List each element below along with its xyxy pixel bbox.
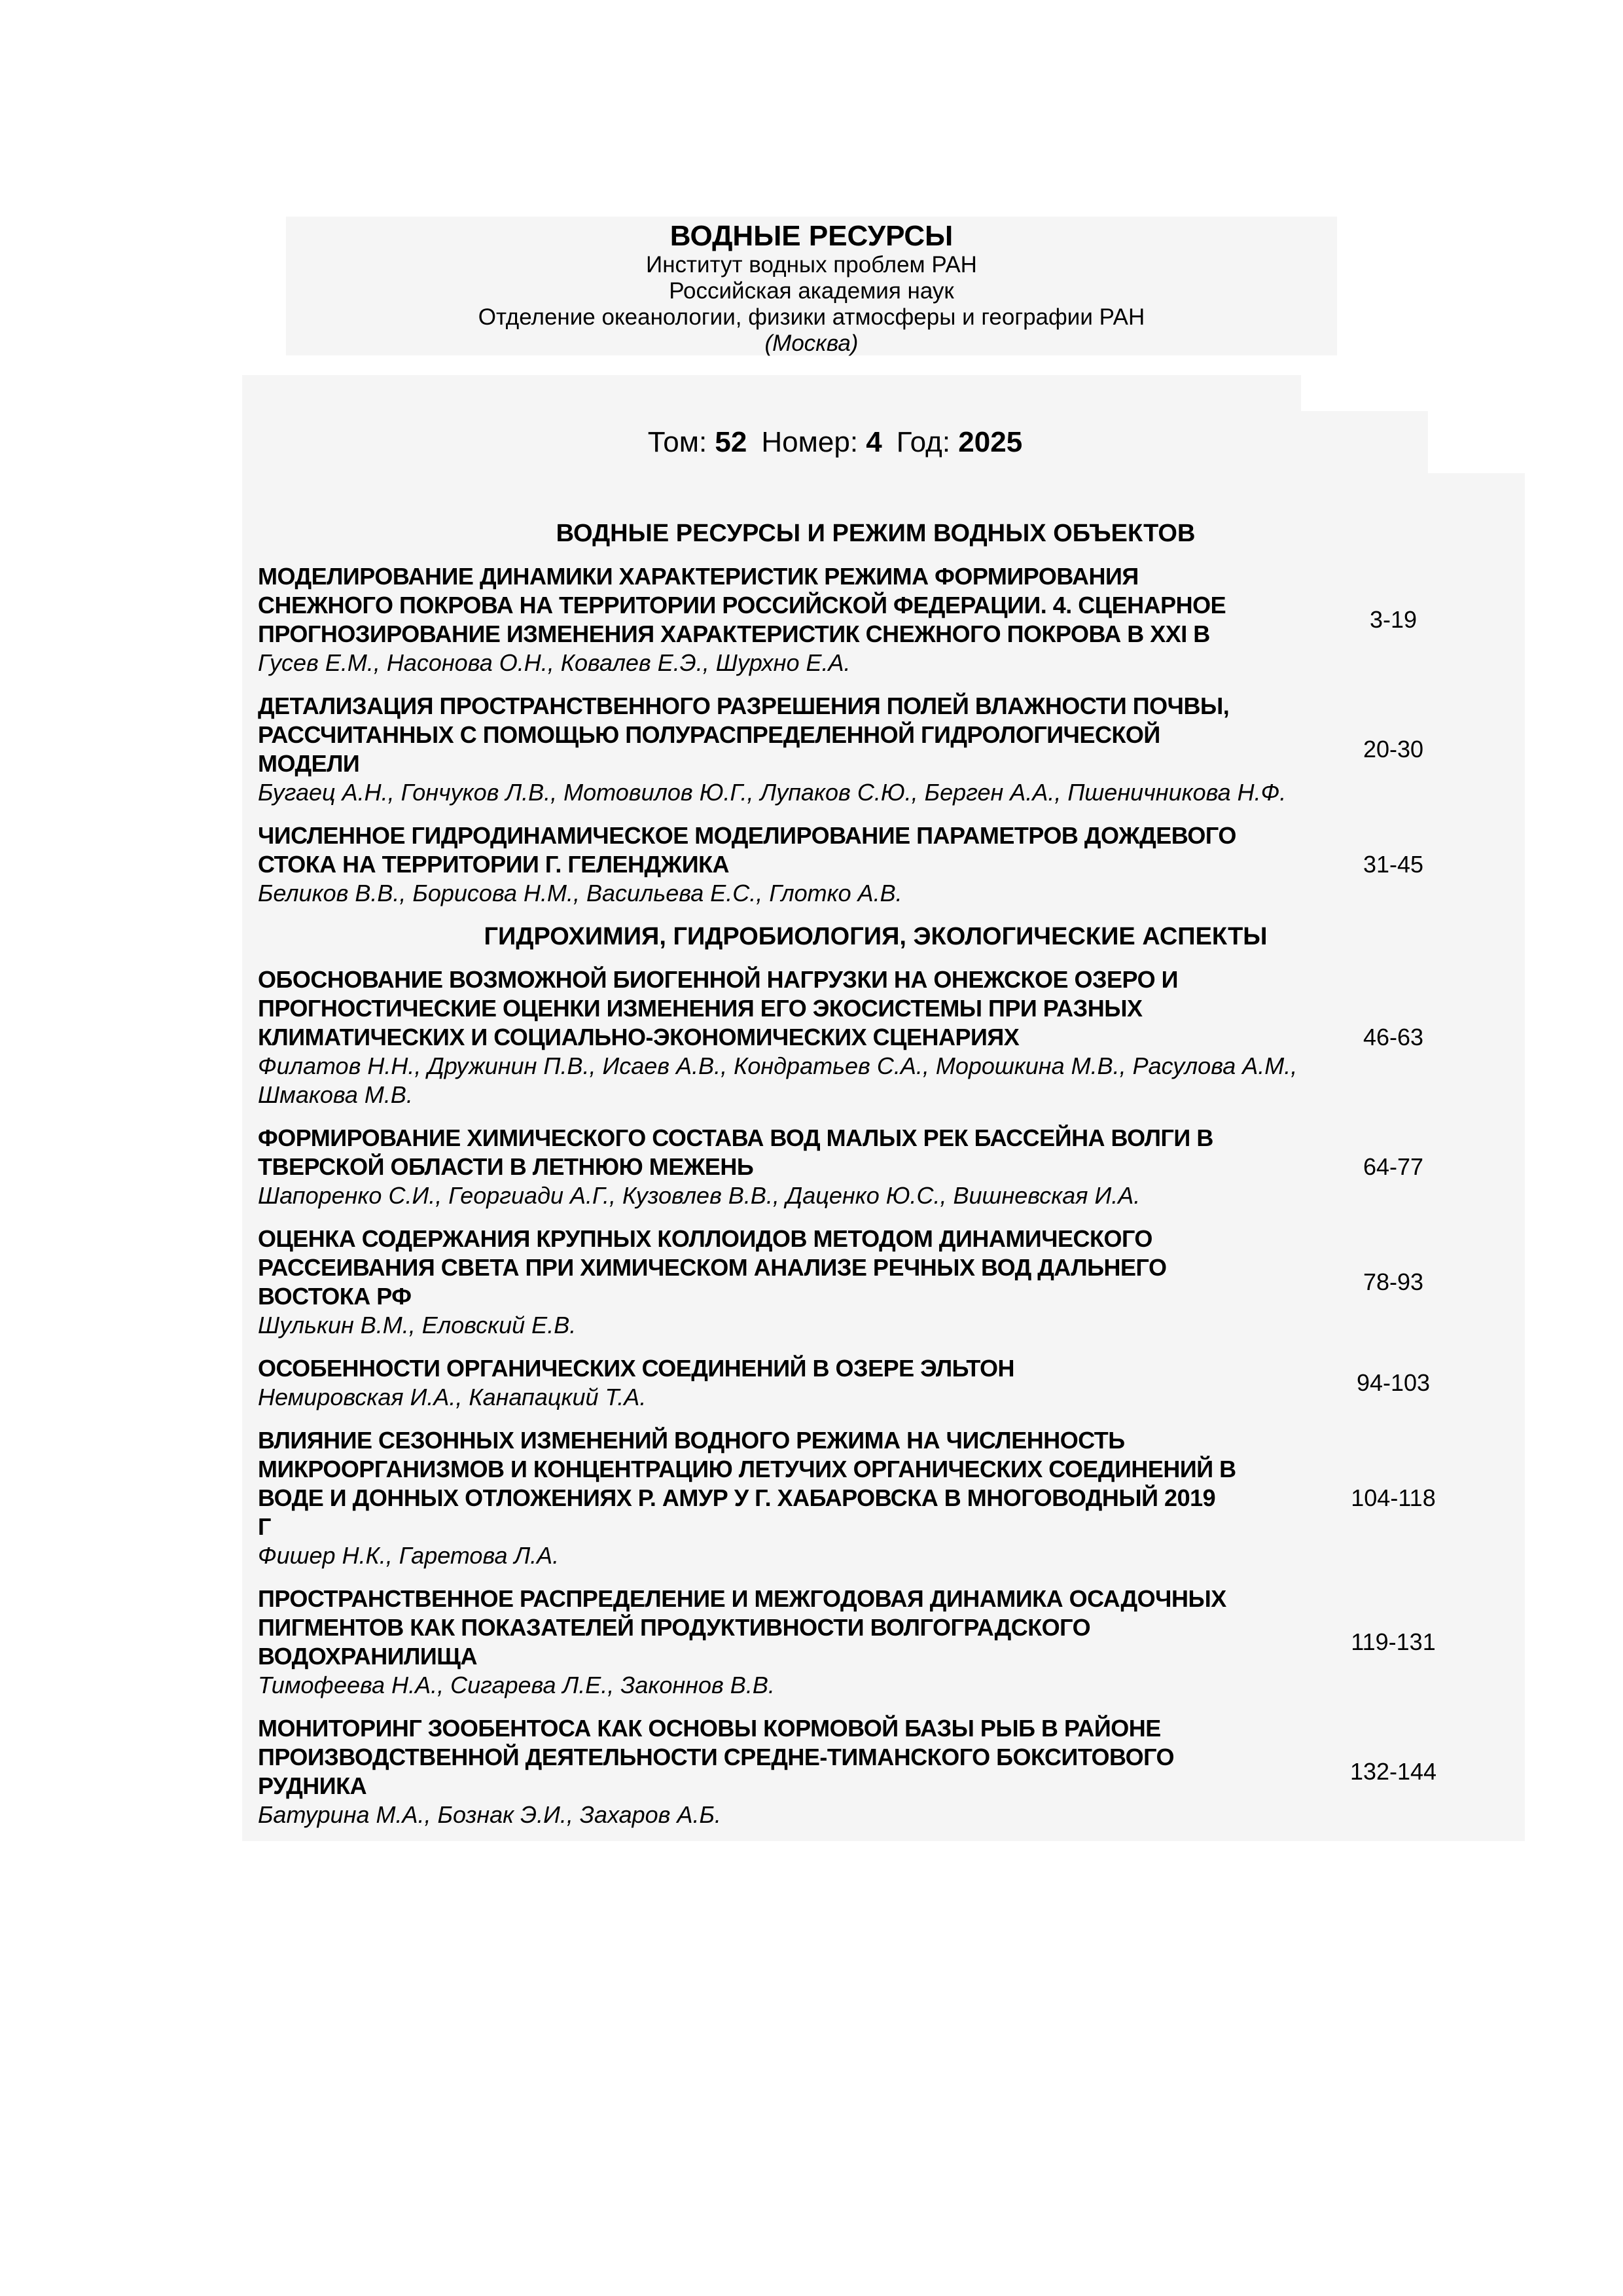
article-title-line: ОЦЕНКА СОДЕРЖАНИЯ КРУПНЫХ КОЛЛОИДОВ МЕТОДОМ ДИНАМИЧЕСКОГО bbox=[258, 1225, 1152, 1252]
article-authors bbox=[258, 778, 1331, 807]
article-authors-line: Шапоренко С.И., Георгиади А.Г., Кузовлев В.В., Даценко Ю.С., Вишневская И.А. bbox=[258, 1182, 1141, 1209]
article-title bbox=[258, 1354, 1331, 1383]
article-authors bbox=[258, 1181, 1331, 1210]
article-title-line: МИКРООРГАНИЗМОВ И КОНЦЕНТРАЦИЮ ЛЕТУЧИХ ОРГАНИЧЕСКИХ СОЕДИНЕНИЙ В bbox=[258, 1456, 1236, 1482]
article-entry bbox=[258, 1426, 1525, 1570]
article-info bbox=[258, 1354, 1331, 1412]
article-title bbox=[258, 821, 1331, 879]
table-of-contents bbox=[242, 473, 1525, 1841]
article-authors-line: Немировская И.А., Канапацкий Т.А. bbox=[258, 1384, 647, 1410]
article-page-range: 78-93 bbox=[1363, 1268, 1424, 1295]
article-info bbox=[258, 562, 1331, 677]
article-title-line: РУДНИКА bbox=[258, 1772, 367, 1799]
article-authors bbox=[258, 1671, 1331, 1700]
journal-academy: Российская академия наук bbox=[669, 278, 954, 304]
issue-year bbox=[897, 426, 1022, 459]
article-page-range: 3-19 bbox=[1369, 606, 1418, 633]
article-page-range: 132-144 bbox=[1349, 1758, 1437, 1785]
article-authors-line: Шмакова М.В. bbox=[258, 1081, 413, 1108]
article-title-line: МОДЕЛИРОВАНИЕ ДИНАМИКИ ХАРАКТЕРИСТИК РЕЖИМА ФОРМИРОВАНИЯ bbox=[258, 563, 1139, 590]
section-heading: ВОДНЫЕ РЕСУРСЫ И РЕЖИМ ВОДНЫХ ОБЪЕКТОВ bbox=[556, 520, 1196, 547]
article-entry bbox=[258, 1585, 1525, 1700]
year-label: Год: bbox=[896, 425, 951, 458]
article-title-line: ПРОГНОСТИЧЕСКИЕ ОЦЕНКИ ИЗМЕНЕНИЯ ЕГО ЭКОСИСТЕМЫ ПРИ РАЗНЫХ bbox=[258, 995, 1143, 1022]
article-title-line: МОНИТОРИНГ ЗООБЕНТОСА КАК ОСНОВЫ КОРМОВОЙ БАЗЫ РЫБ В РАЙОНЕ bbox=[258, 1715, 1161, 1742]
stepped-band bbox=[242, 375, 1301, 411]
article-title-line: ПРОИЗВОДСТВЕННОЙ ДЕЯТЕЛЬНОСТИ СРЕДНЕ-ТИМАНСКОГО БОКСИТОВОГО bbox=[258, 1744, 1175, 1770]
article-title-line: МОДЕЛИ bbox=[258, 750, 360, 777]
journal-title: ВОДНЫЕ РЕСУРСЫ bbox=[669, 220, 954, 252]
article-authors-line: Тимофеева Н.А., Сигарева Л.Е., Законнов В.В. bbox=[258, 1672, 775, 1698]
article-entry bbox=[258, 965, 1525, 1109]
article-authors bbox=[258, 879, 1331, 908]
article-title-line: СТОКА НА ТЕРРИТОРИИ Г. ГЕЛЕНДЖИКА bbox=[258, 851, 730, 878]
article-entry bbox=[258, 1714, 1525, 1829]
article-authors bbox=[258, 1541, 1331, 1570]
article-info bbox=[258, 692, 1331, 807]
journal-masthead bbox=[286, 217, 1337, 355]
article-page-range: 64-77 bbox=[1363, 1153, 1424, 1180]
article-entry bbox=[258, 562, 1525, 677]
article-info bbox=[258, 1585, 1331, 1700]
article-title bbox=[258, 1225, 1331, 1311]
article-title-line: ФОРМИРОВАНИЕ ХИМИЧЕСКОГО СОСТАВА ВОД МАЛЫХ РЕК БАССЕЙНА ВОЛГИ В bbox=[258, 1124, 1213, 1151]
article-authors bbox=[258, 1383, 1331, 1412]
article-authors bbox=[258, 1801, 1331, 1829]
section-heading: ГИДРОХИМИЯ, ГИДРОБИОЛОГИЯ, ЭКОЛОГИЧЕСКИЕ АСПЕКТЫ bbox=[484, 923, 1268, 950]
article-authors-line: Бугаец А.Н., Гончуков Л.В., Мотовилов Ю.Г., Лупаков С.Ю., Берген А.А., Пшеничникова Н.Ф. bbox=[258, 779, 1287, 806]
article-page-range: 119-131 bbox=[1351, 1628, 1436, 1655]
article-page-range: 46-63 bbox=[1363, 1024, 1424, 1050]
article-title-line: ЧИСЛЕННОЕ ГИДРОДИНАМИЧЕСКОЕ МОДЕЛИРОВАНИЕ ПАРАМЕТРОВ ДОЖДЕВОГО bbox=[258, 822, 1236, 849]
issue-number bbox=[761, 426, 882, 459]
article-title-line: ВЛИЯНИЕ СЕЗОННЫХ ИЗМЕНЕНИЙ ВОДНОГО РЕЖИМА НА ЧИСЛЕННОСТЬ bbox=[258, 1427, 1125, 1454]
volume-value: 52 bbox=[715, 425, 747, 458]
article-info bbox=[258, 1124, 1331, 1210]
article-authors-line: Шулькин В.М., Еловский Е.В. bbox=[258, 1312, 577, 1338]
issue-volume bbox=[648, 426, 747, 459]
article-title-line: ВОДЕ И ДОННЫХ ОТЛОЖЕНИЯХ Р. АМУР У Г. ХАБАРОВСКА В МНОГОВОДНЫЙ 2019 bbox=[258, 1484, 1216, 1511]
article-authors bbox=[258, 1311, 1331, 1340]
article-title-line: ПРОСТРАНСТВЕННОЕ РАСПРЕДЕЛЕНИЕ И МЕЖГОДОВАЯ ДИНАМИКА ОСАДОЧНЫХ bbox=[258, 1585, 1226, 1612]
article-page-range: 104-118 bbox=[1351, 1484, 1436, 1511]
article-title bbox=[258, 1426, 1331, 1541]
article-page-range: 31-45 bbox=[1363, 851, 1424, 878]
year-value: 2025 bbox=[958, 425, 1023, 458]
volume-label: Том: bbox=[647, 425, 707, 458]
article-entry bbox=[258, 1354, 1525, 1412]
article-entry bbox=[258, 1225, 1525, 1340]
article-title-line: РАССЕИВАНИЯ СВЕТА ПРИ ХИМИЧЕСКОМ АНАЛИЗЕ РЕЧНЫХ ВОД ДАЛЬНЕГО bbox=[258, 1254, 1167, 1281]
article-authors-line: Беликов В.В., Борисова Н.М., Васильева Е.С., Глотко А.В. bbox=[258, 880, 902, 906]
article-page-range: 94-103 bbox=[1356, 1369, 1431, 1396]
article-authors-line: Батурина М.А., Бознак Э.И., Захаров А.Б. bbox=[258, 1801, 721, 1828]
article-info bbox=[258, 965, 1331, 1109]
article-info bbox=[258, 1426, 1331, 1570]
article-authors-line: Фишер Н.К., Гаретова Л.А. bbox=[258, 1542, 560, 1569]
article-entry bbox=[258, 821, 1525, 908]
article-title-line: ВОСТОКА РФ bbox=[258, 1283, 412, 1310]
article-info bbox=[258, 821, 1331, 908]
article-title-line: ПИГМЕНТОВ КАК ПОКАЗАТЕЛЕЙ ПРОДУКТИВНОСТИ ВОЛГОГРАДСКОГО bbox=[258, 1614, 1091, 1641]
issue-info-bar bbox=[242, 411, 1428, 473]
article-authors bbox=[258, 1052, 1331, 1109]
article-authors bbox=[258, 649, 1331, 677]
article-title bbox=[258, 1585, 1331, 1671]
journal-institute: Институт водных проблем РАН bbox=[646, 252, 977, 278]
article-title-line: РАССЧИТАННЫХ С ПОМОЩЬЮ ПОЛУРАСПРЕДЕЛЕННОЙ ГИДРОЛОГИЧЕСКОЙ bbox=[258, 721, 1160, 748]
number-label: Номер: bbox=[761, 425, 859, 458]
journal-department: Отделение океанологии, физики атмосферы и географии РАН bbox=[478, 304, 1145, 330]
article-entry bbox=[258, 1124, 1525, 1210]
article-title-line: ОБОСНОВАНИЕ ВОЗМОЖНОЙ БИОГЕННОЙ НАГРУЗКИ НА ОНЕЖСКОЕ ОЗЕРО И bbox=[258, 966, 1178, 993]
article-title bbox=[258, 1714, 1331, 1801]
article-authors-line: Гусев Е.М., Насонова О.Н., Ковалев Е.Э., Шурхно Е.А. bbox=[258, 649, 851, 676]
article-title bbox=[258, 692, 1331, 778]
article-title-line: ДЕТАЛИЗАЦИЯ ПРОСТРАНСТВЕННОГО РАЗРЕШЕНИЯ ПОЛЕЙ ВЛАЖНОСТИ ПОЧВЫ, bbox=[258, 692, 1230, 719]
article-title-line: ВОДОХРАНИЛИЩА bbox=[258, 1643, 477, 1670]
article-title-line: Г bbox=[258, 1513, 271, 1540]
article-info bbox=[258, 1714, 1331, 1829]
article-authors-line: Филатов Н.Н., Дружинин П.В., Исаев А.В., Кондратьев С.А., Морошкина М.В., Расулова А.М., bbox=[258, 1052, 1298, 1079]
article-info bbox=[258, 1225, 1331, 1340]
journal-city: (Москва) bbox=[764, 331, 859, 356]
number-value: 4 bbox=[866, 425, 882, 458]
article-title bbox=[258, 1124, 1331, 1181]
article-page-range: 20-30 bbox=[1363, 736, 1424, 762]
article-title-line: СНЕЖНОГО ПОКРОВА НА ТЕРРИТОРИИ РОССИЙСКОЙ ФЕДЕРАЦИИ. 4. СЦЕНАРНОЕ bbox=[258, 592, 1226, 619]
article-title-line: КЛИМАТИЧЕСКИХ И СОЦИАЛЬНО-ЭКОНОМИЧЕСКИХ СЦЕНАРИЯХ bbox=[258, 1024, 1020, 1050]
article-title-line: ОСОБЕННОСТИ ОРГАНИЧЕСКИХ СОЕДИНЕНИЙ В ОЗЕРЕ ЭЛЬТОН bbox=[258, 1355, 1014, 1382]
article-title bbox=[258, 562, 1331, 649]
article-title-line: ТВЕРСКОЙ ОБЛАСТИ В ЛЕТНЮЮ МЕЖЕНЬ bbox=[258, 1153, 754, 1180]
article-entry bbox=[258, 692, 1525, 807]
article-title bbox=[258, 965, 1331, 1052]
article-title-line: ПРОГНОЗИРОВАНИЕ ИЗМЕНЕНИЯ ХАРАКТЕРИСТИК СНЕЖНОГО ПОКРОВА В XXI В bbox=[258, 620, 1210, 647]
